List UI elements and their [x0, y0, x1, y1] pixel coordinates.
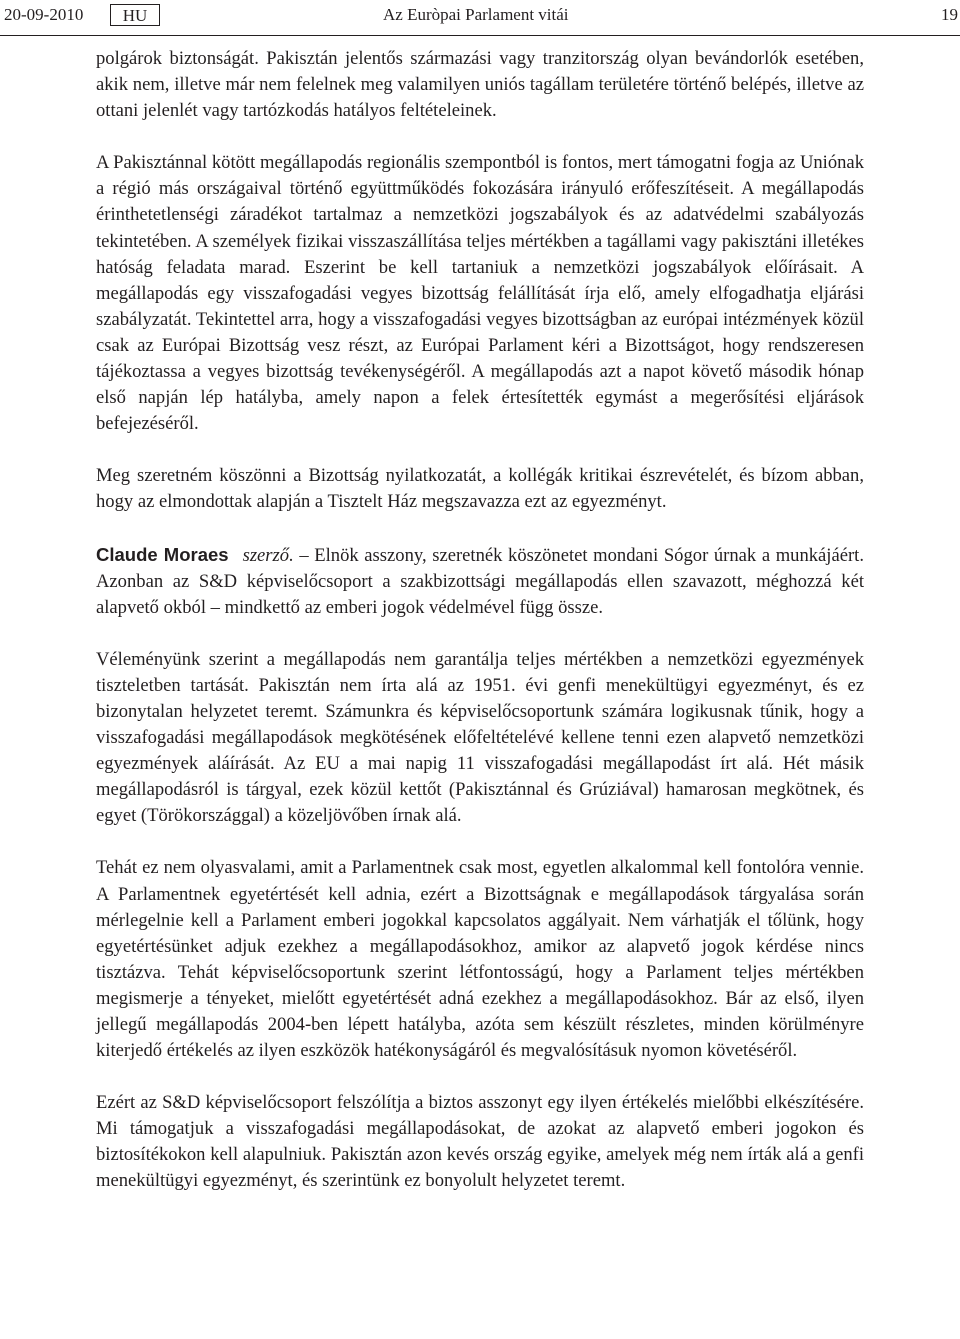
header-title: Az Euròpai Parlament vitái	[383, 5, 569, 24]
speech-paragraph	[96, 542, 864, 621]
paragraph: A Pakisztánnal kötött megállapodás regionális szempontból is fontos, mert támogatni fogja az Uniónak a régió más országaival történő együttműködés fokozására irányuló erőfeszítéseit. A megállapodás érinthetetlenségi záradékot tartalmaz a nemzetközi jogszabályok és az adatvédelmi szabályozás tekintetében. A személyek fizikai visszaszállítása teljes mértékben a tagállami vagy pakisztáni illetékes hatóság feladata marad. Eszerint be kell tartaniuk a nemzetközi jogszabályok előírásait. A megállapodás egy visszafogadási vegyes bizottság felállítását írja elő, amely elfogadhatja eljárási szabályzatát. Tekintettel arra, hogy a visszafogadási vegyes bizottságban az európai intézmények közül csak az Európai Bizottság vesz részt, az Európai Parlament kéri a Bizottságot, hogy rendszeresen tájékoztassa a vegyes bizottság tevékenységéről. A megállapodás azt a napot követő második hónap első napján lép hatályba, amely napon a felek értesítették egymást a megerősítési eljárások befejezéséről.	[96, 152, 864, 435]
paragraph: Meg szeretném köszönni a Bizottság nyilatkozatát, a kollégák kritikai észrevételét, és bízom abban, hogy az elmondottak alapján a Tisztelt Ház megszavazza ezt az egyezményt.	[96, 465, 864, 513]
header-date: 20-09-2010	[4, 5, 84, 24]
paragraph: Véleményünk szerint a megállapodás nem garantálja teljes mértékben a nemzetközi egyezmények tiszteletben tartását. Pakisztán nem írta alá az 1951. évi genfi menekültügyi egyezményt, és ez bizonytalan helyzetet teremt. Számunkra és képviselőcsoportunk számára logikusnak tűnik, hogy a visszafogadási megállapodások megkötésének előfeltételévé kellene tenni ezen alapvető nemzetközi egyezmények aláírását. Az EU a mai napig 11 visszafogadási megállapodást írt alá. Hét másik megállapodásról is tárgyal, ezek közül kettőt (Pakisztánnal és Grúziával) hamarosan megkötnek, és egyet (Törökországgal) a közeljövőben írnak alá.	[96, 648, 864, 827]
paragraph: Tehát ez nem olyasvalami, amit a Parlamentnek csak most, egyetlen alkalommal kell fontolóra vennie. A Parlamentnek egyetértését kell adnia, ezért a Bizottságnak e megállapodások tárgyalása során mérlegelnie kell a Parlament emberi jogokkal kapcsolatos aggályait. Nem várhatják el tőlünk, hogy egyetértésünket adjuk ezekhez a megállapodásokhoz, amikor az alapvető jogok kérdése nincs tisztázva. Tehát képviselőcsoportunk szerint létfontosságú, hogy a Parlament teljes mértékben megismerje a tényeket, mielőtt egyetértését adná ezekhez a megállapodásokhoz. Bár az első, ilyen jellegű megállapodás 2004-ben lépett hatályba, azóta sem készült részletes, minden körülményre kiterjedő értékelés az ilyen eszközök hatékonyságáról és megvalósításuk nyomon követéséről.	[96, 857, 864, 1062]
header-divider	[0, 35, 960, 36]
page-header	[0, 0, 960, 30]
page-number: 19	[941, 5, 958, 24]
paragraph: Ezért az S&D képviselőcsoport felszólítja a biztos asszonyt egy ilyen értékelés mielőbbi elkészítésére. Mi támogatjuk a visszafogadási megállapodásokat, de azokat az alapvető emberi jogokon és biztosítékokon kell alapulniuk. Pakisztán azon kevés ország egyike, amelyek még nem írták alá a genfi menekültügyi egyezményt, és szerintünk ez bonyolult helyzetet teremt.	[96, 1092, 864, 1192]
document-body	[96, 46, 864, 1221]
speaker-role: szerző.	[242, 544, 294, 566]
speech-text: – Elnök asszony, szeretnék köszönetet mondani Sógor úrnak a munkájáért. Azonban az S&D képviselőcsoport a szakbizottsági megállapodás ellen szavazott, méghozzá két alapvető okból – mindkettő az emberi jogok védelmével függ össze.	[96, 544, 864, 618]
language-badge: HU	[110, 4, 160, 26]
speaker-name: Claude Moraes	[96, 543, 229, 565]
paragraph: polgárok biztonságát. Pakisztán jelentős származási vagy tranzitország olyan bevándorlók esetében, akik nem, illetve már nem felelnek meg valamilyen uniós tagállam területére történő belépés, illetve az ottani jelenlét vagy tartózkodás hatályos feltételeinek.	[96, 48, 864, 122]
